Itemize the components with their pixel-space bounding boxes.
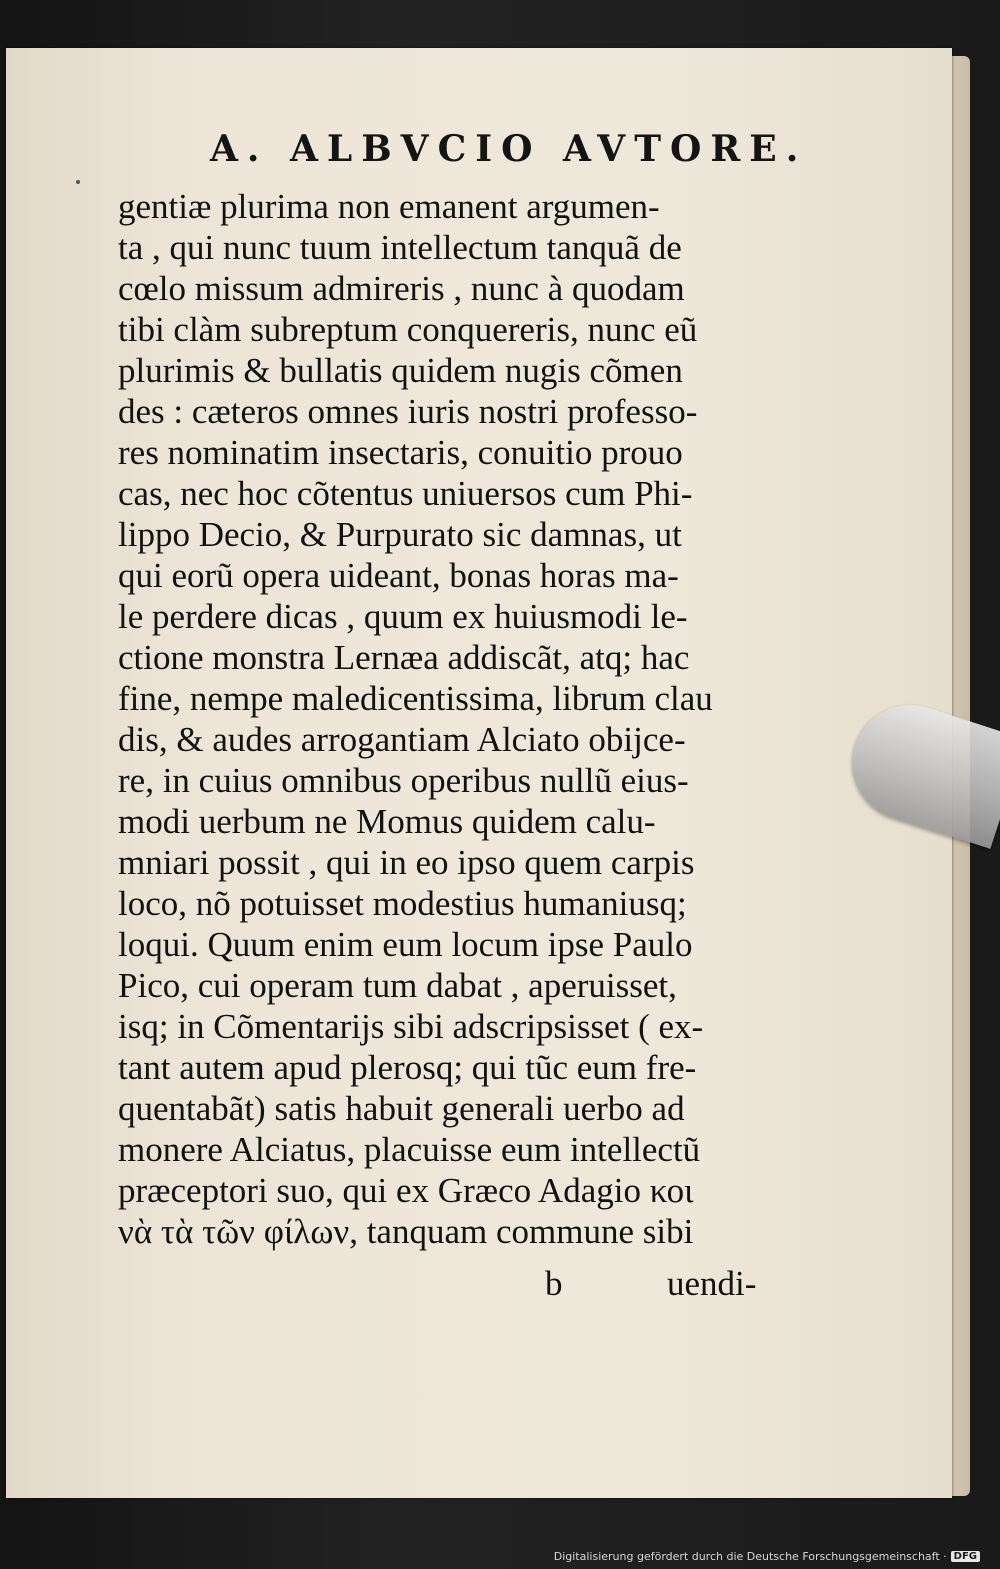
catchword: uendi- (667, 1264, 757, 1303)
text-line: plurimis & bullatis quidem nugis cõmen (118, 351, 683, 390)
text-line: loco, nõ potuisset modestius humaniusq; (118, 884, 687, 923)
text-line: lippo Decio, & Purpurato sic damnas, ut (118, 515, 682, 554)
text-line: fine, nempe maledicentissima, librum clau (118, 679, 713, 718)
text-line: cas, nec hoc cõtentus uniuersos cum Phi- (118, 474, 693, 513)
text-line: modi uerbum ne Momus quidem calu- (118, 802, 656, 841)
body-text (118, 186, 768, 1252)
text-line: quentabãt) satis habuit generali uerbo ad (118, 1089, 685, 1128)
digitization-credit (554, 1550, 980, 1563)
text-line: des : cæteros omnes iuris nostri professo- (118, 392, 698, 431)
text-line: monere Alciatus, placuisse eum intellectũ (118, 1130, 701, 1169)
text-line: res nominatim insectaris, conuitio prouo (118, 433, 683, 472)
text-line: cœlo missum admireris , nunc à quodam (118, 269, 685, 308)
text-line: Pico, cui operam tum dabat , aperuisset, (118, 966, 677, 1005)
text-line: loqui. Quum enim eum locum ipse Paulo (118, 925, 693, 964)
text-line: gentiæ plurima non emanent argumen- (118, 187, 660, 226)
text-line: dis, & audes arrogantiam Alciato obijce- (118, 720, 686, 759)
signature-mark: b (545, 1264, 563, 1303)
text-line: tant autem apud plerosq; qui tũc eum fre- (118, 1048, 697, 1087)
text-line: le perdere dicas , quum ex huiusmodi le- (118, 597, 688, 636)
ink-speck (76, 180, 80, 184)
text-line: νὰ τὰ τῶν φίλων, tanquam commune sibi (118, 1212, 694, 1251)
text-line: tibi clàm subreptum conquereris, nunc eũ (118, 310, 698, 349)
text-line: ctione monstra Lernæa addiscãt, atq; hac (118, 638, 690, 677)
text-line: præceptori suo, qui ex Græco Adagio κοι (118, 1171, 694, 1210)
credit-text: Digitalisierung gefördert durch die Deutsche Forschungsgemeinschaft · (553, 1550, 947, 1563)
text-line: mniari possit , qui in eo ipso quem carpis (118, 843, 695, 882)
text-line: qui eorũ opera uideant, bonas horas ma- (118, 556, 679, 595)
text-line: isq; in Cõmentarijs sibi adscripsisset ( ex- (118, 1007, 704, 1046)
text-line: re, in cuius omnibus operibus nullũ eius- (118, 761, 689, 800)
running-title: A. ALBVCIO AVTORE. (210, 128, 808, 170)
text-line: ta , qui nunc tuum intellectum tanquã de (118, 228, 682, 267)
dfg-logo: DFG (951, 1551, 980, 1562)
